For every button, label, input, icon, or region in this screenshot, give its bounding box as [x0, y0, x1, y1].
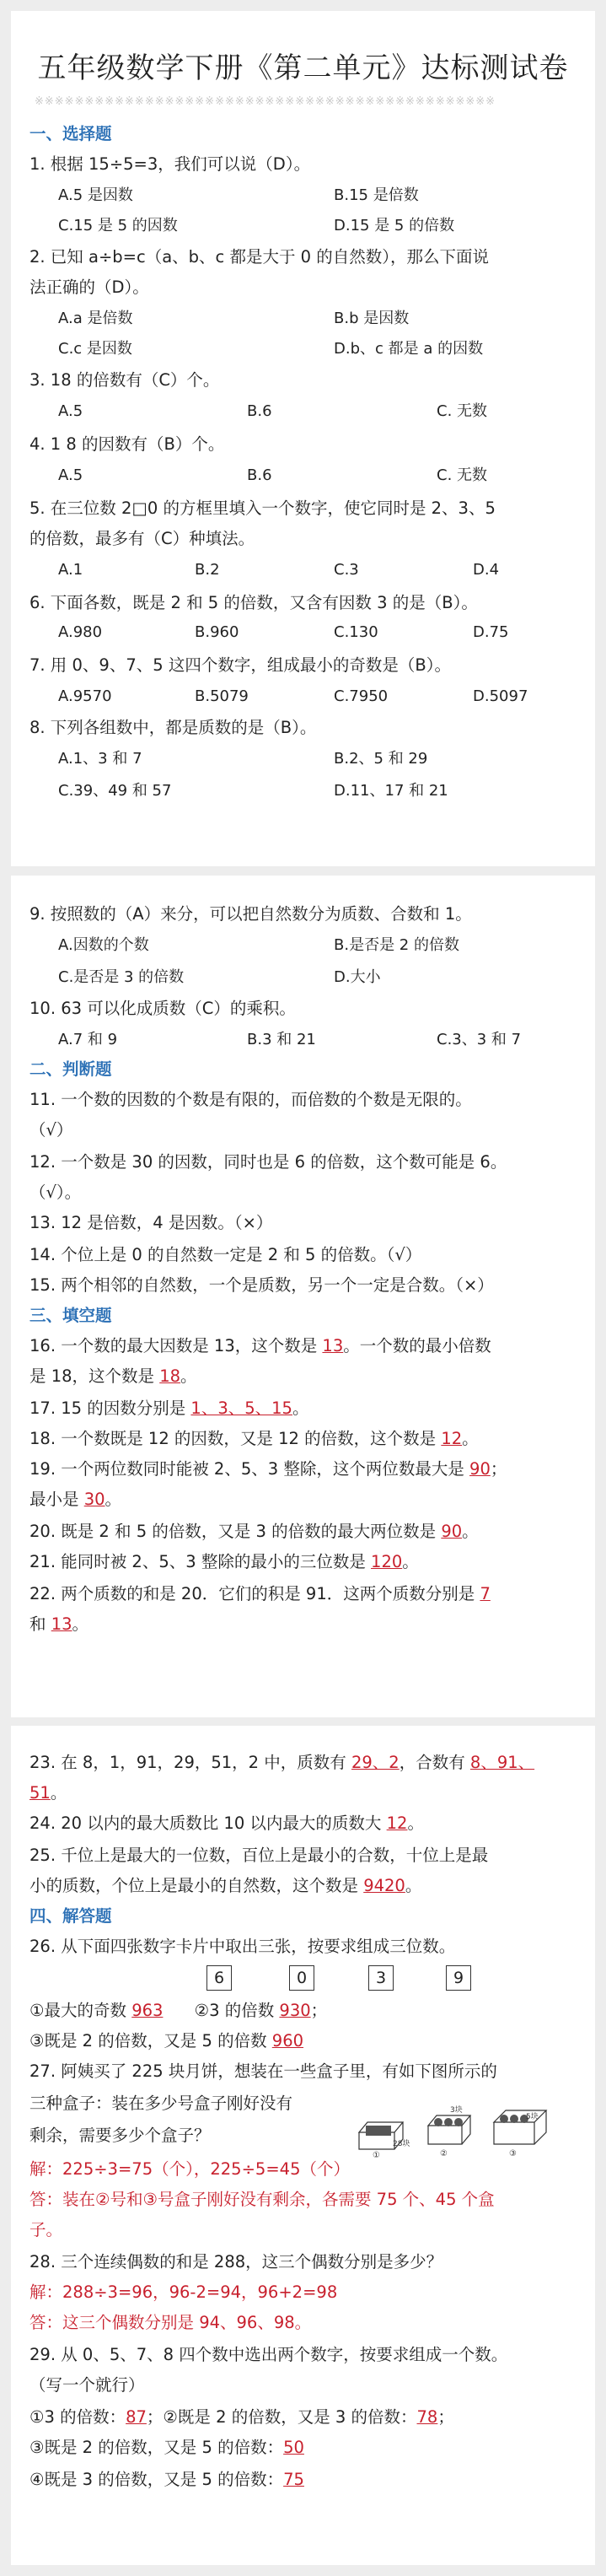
box-figure [352, 2097, 555, 2158]
q5-d: D.4 [473, 561, 500, 579]
q2-a: A.a 是倍数 [58, 310, 133, 327]
section-fill: 三、填空题 [29, 1306, 112, 1325]
j15: 15. 两个相邻的自然数，一个是质数，另一个一定是合数。（×） [29, 1275, 494, 1295]
box-1-number: ① [373, 2151, 380, 2158]
q9-a: A.因数的个数 [58, 936, 149, 954]
q10-a: A.7 和 9 [58, 1031, 118, 1048]
a28: 28. 三个连续偶数的和是 288，这三个偶数分别是多少？ [29, 2252, 443, 2272]
q6: 6. 下面各数，既是 2 和 5 的倍数，又含有因数 3 的是（B）。 [29, 593, 478, 612]
f17-answer: 1、3、5、15 [190, 1398, 292, 1418]
q1: 1. 根据 15÷5=3，我们可以说（D）。 [29, 154, 311, 174]
digit-card-0: 0 [289, 1965, 314, 1991]
a29-line2: （写一个就行） [29, 2375, 145, 2395]
f20-answer: 90 [441, 1522, 463, 1541]
q8-b: B.2、5 和 29 [334, 750, 428, 768]
a26-r1: ①最大的奇数 963 ②3 的倍数 930； [29, 2001, 328, 2020]
a29-r4: ④既是 3 的倍数，又是 5 的倍数：75 [29, 2470, 304, 2489]
j14: 14. 个位上是 0 的自然数一定是 2 和 5 的倍数。（√） [29, 1245, 422, 1264]
q3: 3. 18 的倍数有（C）个。 [29, 370, 220, 390]
f16-answer-2: 18 [159, 1366, 181, 1386]
q2-b: B.b 是因数 [334, 310, 410, 327]
a29-r3: ③既是 2 的倍数，又是 5 的倍数：50 [29, 2438, 304, 2457]
a29-line1: 29. 从 0、5、7、8 四个数中选出两个数字，按要求组成一个数。 [29, 2345, 508, 2364]
box-3-icon [494, 2110, 546, 2158]
f19-line1: 19. 一个两位数同时能被 2、5、3 整除，这个两位数最大是 90； [29, 1459, 507, 1479]
a27-answer-line1: 答：装在②号和③号盒子刚好没有剩余，各需要 75 个、45 个盒 [29, 2190, 495, 2209]
q7: 7. 用 0、9、7、5 这四个数字，组成最小的奇数是（B）。 [29, 655, 451, 675]
q10: 10. 63 可以化成质数（C）的乘积。 [29, 999, 296, 1018]
f17: 17. 15 的因数分别是 1、3、5、15。 [29, 1398, 309, 1418]
f25-answer: 9420 [363, 1876, 405, 1895]
q5-b: B.2 [195, 561, 220, 579]
a29-answer-2: 78 [416, 2407, 438, 2427]
page-title: 五年级数学下册《第二单元》达标测试卷 [37, 51, 569, 85]
q2-line1: 2. 已知 a÷b=c（a、b、c 都是大于 0 的自然数），那么下面说 [29, 247, 490, 267]
j12-line2: （√）。 [29, 1183, 82, 1202]
f23-line1: 23. 在 8，1，91，29，51，2 中，质数有 29、2，合数有 8、91、 [29, 1753, 535, 1772]
q7-b: B.5079 [195, 687, 249, 705]
q6-c: C.130 [334, 623, 378, 641]
f22-answer-2: 13 [51, 1614, 72, 1634]
digit-card-6: 6 [206, 1965, 232, 1991]
q3-c: C. 无数 [437, 402, 488, 420]
q3-a: A.5 [58, 402, 83, 420]
f22-line2: 和 13。 [29, 1614, 89, 1634]
a26-answer-2: 930 [279, 2001, 311, 2020]
f16-line1: 16. 一个数的最大因数是 13，这个数是 13。一个数的最小倍数 [29, 1336, 491, 1355]
f16-line2: 是 18，这个数是 18。 [29, 1366, 197, 1386]
q7-c: C.7950 [334, 687, 389, 705]
f25-line1: 25. 千位上是最大的一位数，百位上是最小的合数，十位上是最 [29, 1846, 489, 1865]
page-3 [11, 1726, 595, 2565]
j13: 13. 12 是倍数，4 是因数。（×） [29, 1213, 273, 1232]
q8-a: A.1、3 和 7 [58, 750, 142, 768]
page-1 [11, 11, 595, 866]
f20: 20. 既是 2 和 5 的倍数，又是 3 的倍数的最大两位数是 90。 [29, 1522, 479, 1541]
f21-answer: 120 [371, 1552, 403, 1571]
q9-b: B.是否是 2 的倍数 [334, 936, 459, 954]
q10-c: C.3、3 和 7 [437, 1031, 522, 1048]
q6-a: A.980 [58, 623, 103, 641]
q9-c: C.是否是 3 的倍数 [58, 968, 185, 986]
f24-answer: 12 [386, 1813, 408, 1833]
q8: 8. 下列各组数中，都是质数的是（B）。 [29, 718, 317, 737]
q6-d: D.75 [473, 623, 509, 641]
q2-line2: 法正确的（D）。 [29, 278, 149, 297]
a27-line3: 剩余，需要多少个盒子？ [29, 2126, 211, 2145]
q5-line1: 5. 在三位数 2□0 的方框里填入一个数字，使它同时是 2、3、5 [29, 498, 496, 518]
a26-answer-3: 960 [271, 2031, 304, 2051]
q4-a: A.5 [58, 466, 83, 484]
box-2-label: 3块 [450, 2106, 463, 2115]
section-judge: 二、判断题 [29, 1059, 112, 1079]
a26-r3: ③既是 2 的倍数，又是 5 的倍数 960 [29, 2031, 304, 2051]
q9: 9. 按照数的（A）来分，可以把自然数分为质数、合数和 1。 [29, 904, 472, 924]
a29-answer-3: 50 [283, 2438, 304, 2457]
q1-b: B.15 是倍数 [334, 186, 419, 204]
section-choice: 一、选择题 [29, 124, 112, 143]
q4-c: C. 无数 [437, 466, 488, 484]
q7-a: A.9570 [58, 687, 112, 705]
box-2-icon [428, 2104, 470, 2158]
f19-answer-2: 30 [83, 1490, 105, 1509]
q10-b: B.3 和 21 [247, 1031, 316, 1048]
f16-answer-1: 13 [322, 1336, 344, 1355]
a27-answer-line2: 子。 [29, 2220, 63, 2239]
q2-d: D.b、c 都是 a 的因数 [334, 340, 484, 358]
section-solve: 四、解答题 [29, 1906, 112, 1926]
q5-line2: 的倍数，最多有（C）种填法。 [29, 529, 255, 548]
a28-answer: 答：这三个偶数分别是 94、96、98。 [29, 2313, 312, 2332]
digit-card-3: 3 [368, 1965, 394, 1991]
star-divider: ※※※※※※※※※※※※※※※※※※※※※※※※※※※※※※※※※※※※※※※※※※※※※※ [35, 95, 496, 108]
q7-d: D.5097 [473, 687, 528, 705]
q1-a: A.5 是因数 [58, 186, 133, 204]
q1-d: D.15 是 5 的倍数 [334, 217, 455, 234]
q2-c: C.c 是因数 [58, 340, 132, 358]
a26-answer-1: 963 [131, 2001, 164, 2020]
j12-line1: 12. 一个数是 30 的因数，同时也是 6 的倍数，这个数可能是 6。 [29, 1152, 507, 1172]
f21: 21. 能同时被 2、5、3 整除的最小的三位数是 120。 [29, 1552, 419, 1571]
f24: 24. 20 以内的最大质数比 10 以内最大的质数大 12。 [29, 1813, 424, 1833]
digit-card-9: 9 [446, 1965, 471, 1991]
a29-answer-1: 87 [126, 2407, 147, 2427]
f22-answer-1: 7 [480, 1584, 491, 1603]
a27-line1: 27. 阿姨买了 225 块月饼，想装在一些盒子里，有如下图所示的 [29, 2061, 497, 2081]
f23-answer-3: 51 [29, 1783, 51, 1803]
q8-d: D.11、17 和 21 [334, 782, 448, 800]
f18: 18. 一个数既是 12 的因数，又是 12 的倍数，这个数是 12。 [29, 1429, 479, 1448]
q8-c: C.39、49 和 57 [58, 782, 172, 800]
a29-answer-4: 75 [283, 2470, 304, 2489]
q9-d: D.大小 [334, 968, 381, 986]
j11-line1: 11. 一个数的因数的个数是有限的，而倍数的个数是无限的。 [29, 1090, 472, 1109]
a27-line2: 三种盒子：装在多少号盒子刚好没有 [29, 2094, 293, 2113]
f18-answer: 12 [441, 1429, 463, 1448]
q6-b: B.960 [195, 623, 239, 641]
f25-line2: 小的质数，个位上是最小的自然数，这个数是 9420。 [29, 1876, 422, 1895]
box-3-label: 5块 [526, 2113, 539, 2121]
f19-answer-1: 90 [469, 1459, 491, 1479]
q5-a: A.1 [58, 561, 83, 579]
box-1-label: 28块 [393, 2140, 410, 2148]
box-1-icon [359, 2122, 410, 2158]
page-2 [11, 876, 595, 1717]
f23-answer-1: 29、2 [351, 1753, 400, 1772]
q1-c: C.15 是 5 的因数 [58, 217, 178, 234]
f22-line1: 22. 两个质数的和是 20．它们的积是 91．这两个质数分别是 7 [29, 1584, 491, 1603]
a26: 26. 从下面四张数字卡片中取出三张，按要求组成三位数。 [29, 1937, 456, 1956]
q5-c: C.3 [334, 561, 359, 579]
f19-line2: 最小是 30。 [29, 1490, 122, 1509]
a28-solution: 解：288÷3=96，96-2=94，96+2=98 [29, 2282, 338, 2302]
box-2-number: ② [440, 2149, 448, 2158]
box-3-number: ③ [509, 2149, 517, 2158]
f23-line2: 51。 [29, 1783, 67, 1803]
q4: 4. 1 8 的因数有（B）个。 [29, 434, 225, 454]
f23-answer-2: 8、91、 [469, 1753, 535, 1772]
a29-r1: ①3 的倍数：87；②既是 2 的倍数，又是 3 的倍数：78； [29, 2407, 454, 2427]
a27-solution: 解：225÷3=75（个），225÷5=45（个） [29, 2159, 350, 2179]
j11-line2: （√） [29, 1120, 73, 1140]
q3-b: B.6 [247, 402, 272, 420]
q4-b: B.6 [247, 466, 272, 484]
